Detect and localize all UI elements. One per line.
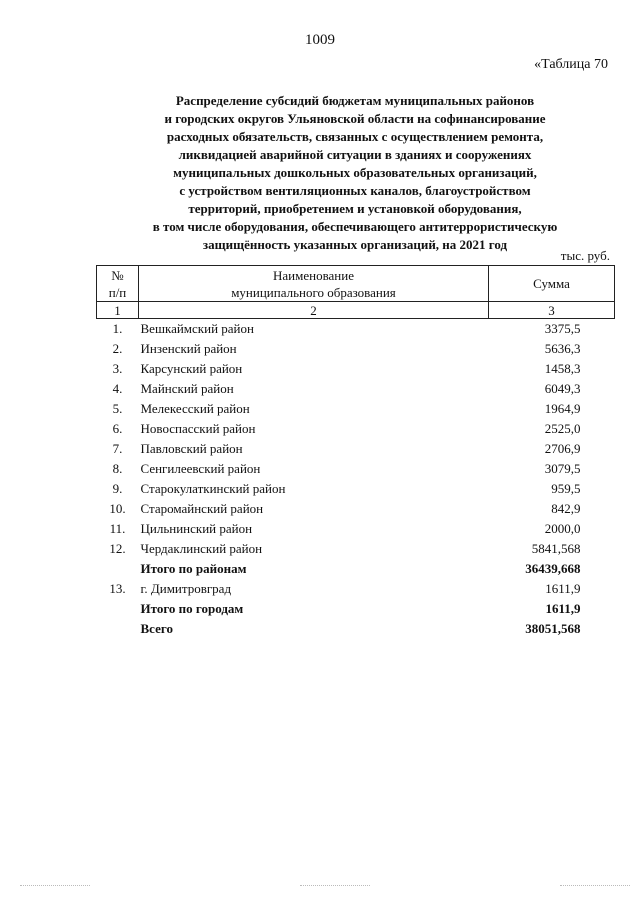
column-number: 1 xyxy=(97,302,139,319)
row-number: 8. xyxy=(112,461,123,476)
title-line: защищённость указанных организаций, на 2021 год xyxy=(202,237,508,252)
header-number-line1: № xyxy=(111,267,124,283)
table-row xyxy=(97,539,615,559)
row-amount: 38051,568 xyxy=(525,621,581,636)
header-name xyxy=(139,266,489,302)
row-number: 9. xyxy=(112,481,123,496)
title-line: в том числе оборудования, обеспечивающего антитеррористическую xyxy=(152,219,558,234)
title-line: с устройством вентиляционных каналов, благоустройством xyxy=(179,183,531,198)
table-reference: «Таблица 70 xyxy=(534,57,608,72)
header-amount: Сумма xyxy=(489,266,615,302)
row-amount: 1458,3 xyxy=(544,361,581,376)
row-name: Мелекесский район xyxy=(140,401,250,416)
table-row xyxy=(97,479,615,499)
table-total-row xyxy=(97,619,615,639)
row-number: 6. xyxy=(112,421,123,436)
row-number: 12. xyxy=(109,541,126,556)
column-number: 3 xyxy=(489,302,615,319)
row-number: 7. xyxy=(112,441,123,456)
scan-artifact xyxy=(20,885,90,887)
table-row xyxy=(97,339,615,359)
subsidy-table xyxy=(96,265,615,639)
row-amount: 3375,5 xyxy=(544,321,581,336)
row-amount: 1964,9 xyxy=(544,401,581,416)
table-row xyxy=(97,439,615,459)
units-label: тыс. руб. xyxy=(560,248,610,263)
row-name: Итого по районам xyxy=(140,561,247,576)
row-name: Инзенский район xyxy=(140,341,237,356)
row-amount: 842,9 xyxy=(551,501,581,516)
row-amount: 959,5 xyxy=(551,481,581,496)
scan-artifact xyxy=(300,885,370,887)
header-row xyxy=(97,266,615,302)
table-row xyxy=(97,499,615,519)
title-line: расходных обязательств, связанных с осуществлением ремонта, xyxy=(166,129,544,144)
table-body xyxy=(97,319,615,640)
column-numbers-row xyxy=(97,302,615,319)
row-number xyxy=(97,619,139,639)
row-name: Чердаклинский район xyxy=(140,541,263,556)
title-line: и городских округов Ульяновской области на софинансирование xyxy=(164,111,546,126)
row-amount: 5636,3 xyxy=(544,341,581,356)
row-name: Вешкаймский район xyxy=(140,321,254,336)
table-total-row xyxy=(97,599,615,619)
row-name: Всего xyxy=(140,621,173,636)
row-amount: 3079,5 xyxy=(544,461,581,476)
row-name: Итого по городам xyxy=(140,601,244,616)
header-number xyxy=(97,266,139,302)
table-row xyxy=(97,379,615,399)
row-name: Новоспасский район xyxy=(140,421,256,436)
scan-artifact xyxy=(560,885,630,887)
document-title xyxy=(90,92,620,254)
table-row xyxy=(97,399,615,419)
title-line: Распределение субсидий бюджетам муниципальных районов xyxy=(175,93,535,108)
row-number: 2. xyxy=(112,341,123,356)
row-name: Старокулаткинский район xyxy=(140,481,286,496)
table-row xyxy=(97,459,615,479)
row-amount: 2000,0 xyxy=(544,521,581,536)
row-number: 13. xyxy=(109,581,126,596)
title-line: территорий, приобретением и установкой оборудования, xyxy=(188,201,522,216)
header-number-line2: п/п xyxy=(108,284,127,300)
title-line: ликвидацией аварийной ситуации в зданиях и сооружениях xyxy=(178,147,532,162)
row-name: Цильнинский район xyxy=(140,521,253,536)
row-number: 11. xyxy=(109,521,126,536)
header-name-line1: Наименование xyxy=(273,267,354,283)
row-number: 10. xyxy=(109,501,126,516)
row-name: Карсунский район xyxy=(140,361,243,376)
title-line: муниципальных дошкольных образовательных организаций, xyxy=(173,165,537,180)
row-name: Павловский район xyxy=(140,441,243,456)
row-number: 5. xyxy=(112,401,123,416)
row-name: Старомайнский район xyxy=(140,501,264,516)
row-number xyxy=(97,559,139,579)
row-name: г. Димитровград xyxy=(140,581,232,596)
row-amount: 1611,9 xyxy=(545,581,581,596)
row-amount: 36439,668 xyxy=(525,561,581,576)
row-amount: 2706,9 xyxy=(544,441,581,456)
row-number: 3. xyxy=(112,361,123,376)
row-amount: 1611,9 xyxy=(545,601,581,616)
column-number: 2 xyxy=(139,302,489,319)
row-amount: 6049,3 xyxy=(544,381,581,396)
row-number xyxy=(97,599,139,619)
row-number: 1. xyxy=(112,321,123,336)
row-number: 4. xyxy=(112,381,123,396)
page-number: 1009 xyxy=(305,32,335,48)
table-row xyxy=(97,359,615,379)
row-name: Сенгилеевский район xyxy=(140,461,261,476)
table-row xyxy=(97,519,615,539)
table-total-row xyxy=(97,559,615,579)
table-header xyxy=(97,266,615,319)
table-row xyxy=(97,319,615,340)
table-row xyxy=(97,419,615,439)
header-name-line2: муниципального образования xyxy=(231,284,396,300)
table-row xyxy=(97,579,615,599)
row-name: Майнский район xyxy=(140,381,234,396)
row-amount: 5841,568 xyxy=(531,541,581,556)
row-amount: 2525,0 xyxy=(544,421,581,436)
